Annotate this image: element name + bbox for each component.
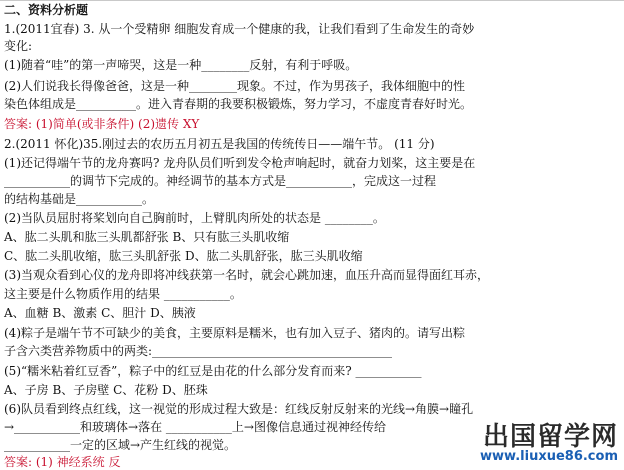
q2-part-4-line-1: (4)粽子是端午节不可缺少的美食，主要原料是糯米，也有加入豆子、猪肉的。请写出粽 <box>4 326 466 340</box>
q1-stem-line-1: 1.(2011宜春) 3. 从一个受精卵 细胞发育成一个健康的我，让我们看到了生命发生的奇妙 <box>4 22 475 36</box>
q2-stem: 2.(2011 怀化)35.刚过去的农历五月初五是我国的传统传日——端午节。 (11 分) <box>4 137 435 151</box>
q2-part-3-line-2: 这主要是什么物质作用的结果 ___________。 <box>4 287 242 301</box>
q1-part-2-line-2: 染色体组成是__________。进入青春期的我要积极锻炼，努力学习，不虚度青春好时光。 <box>4 97 473 111</box>
q2-part-6-line-2: →___________和玻璃体→落在 ___________上→图像信息通过视神经传给 <box>4 420 386 434</box>
q1-part-1: (1)随着“哇”的第一声啼哭，这是一种________反射，有利于呼吸。 <box>4 58 358 72</box>
q2-part-3-options: A、血糖 B、激素 C、胆汁 D、胰液 <box>4 306 196 320</box>
q2-part-6-line-3: ___________一定的区域→产生红线的视觉。 <box>4 438 237 452</box>
watermark-brand: 出国留学网 <box>482 422 618 452</box>
q2-part-2-options-cd: C、肱二头肌收缩，肱三头肌舒张 D、肱二头肌舒张，肱三头肌收缩 <box>4 249 363 263</box>
q1-answer: 答案: (1)简单(或非条件) (2)遗传 XY <box>4 117 200 131</box>
q2-part-2: (2)当队员屈肘将桨划向自己胸前时，上臂肌肉所处的状态是 ________。 <box>4 211 385 225</box>
q2-part-3-line-1: (3)当观众看到心仪的龙舟即将冲线获第一名时，就会心跳加速，血压升高而显得面红耳赤， <box>4 268 490 282</box>
q2-part-1-line-3: 的结构基础是___________。 <box>4 192 155 206</box>
q2-part-4-line-2: 子含六类营养物质中的两类:________________________________________ <box>4 344 393 358</box>
q2-part-1-line-1: (1)还记得端午节的龙舟赛吗? 龙舟队员们听到发令枪声响起时，就奋力划桨，这主要是在 <box>4 156 476 170</box>
top-border <box>0 0 624 1</box>
q1-part-2-line-1: (2)人们说我长得像爸爸，这是一种________现象。不过，作为男孩子，我体细胞中的性 <box>4 79 466 93</box>
q1-stem-line-2: 变化: <box>4 39 33 53</box>
q2-part-5: (5)“糯米粘着红豆香”，粽子中的红豆是由花的什么部分发育而来? ___________ <box>4 364 422 378</box>
q2-part-5-options: A、子房 B、子房壁 C、花粉 D、胚珠 <box>4 383 208 397</box>
watermark-url: www.liuxue86.com <box>480 449 618 464</box>
site-watermark <box>478 416 624 468</box>
q2-part-1-line-2: ___________的调节下完成的。神经调节的基本方式是___________，完成这一过程 <box>4 174 437 188</box>
q2-part-6-line-1: (6)队员看到终点红线，这一视觉的形成过程大致是：红线反射反射来的光线→角膜→瞳孔 <box>4 402 474 416</box>
section-title: 二、资料分析题 <box>4 3 89 17</box>
q2-part-2-options-ab: A、肱二头肌和肱三头肌都舒张 B、只有肱三头肌收缩 <box>4 230 290 244</box>
q2-answer: 答案: (1) 神经系统 反 <box>4 455 121 469</box>
